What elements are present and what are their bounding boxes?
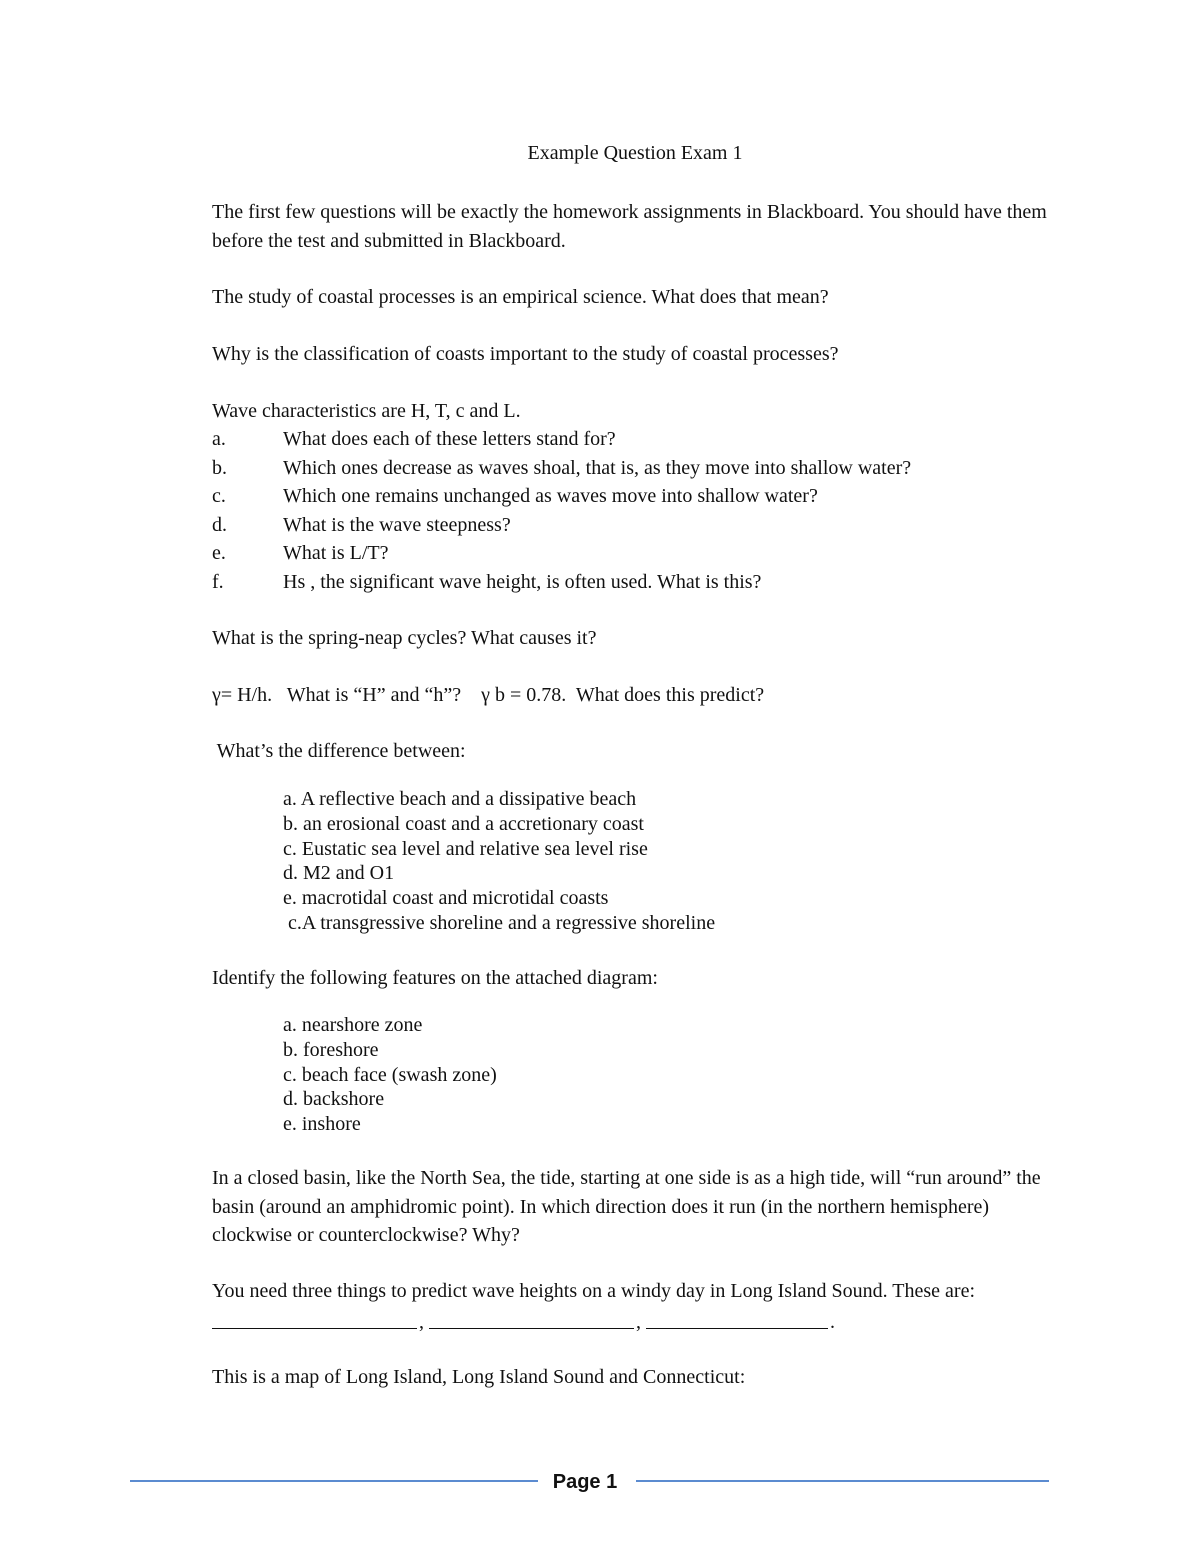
- question-map: This is a map of Long Island, Long Island Sound and Connecticut:: [212, 1366, 746, 1388]
- list-item: [212, 568, 1062, 597]
- answer-blank-2[interactable]: [429, 1312, 634, 1329]
- question-empirical: The study of coastal processes is an empirical science. What does that mean?: [212, 286, 829, 308]
- document-title: Example Question Exam 1: [527, 142, 743, 164]
- list-item: [212, 539, 1062, 568]
- list-item: d. M2 and O1: [283, 862, 395, 885]
- question-wave-heights: You need three things to predict wave heights on a windy day in Long Island Sound. These are:: [212, 1280, 976, 1302]
- list-letter: e.: [212, 542, 226, 564]
- list-letter: c.: [212, 485, 226, 507]
- footer-rule-left: [130, 1480, 538, 1482]
- page-number: Page 1: [552, 1471, 618, 1493]
- list-item: [212, 482, 1062, 511]
- answer-blanks: [212, 1312, 852, 1332]
- list-item: [212, 511, 1062, 540]
- list-item: c. beach face (swash zone): [283, 1063, 497, 1086]
- list-text: What is L/T?: [283, 542, 389, 564]
- blank-separator: ,: [636, 1311, 641, 1333]
- intro-paragraph: The first few questions will be exactly the homework assignments in Blackboard. You should have them before the test and submitted in Blackboard.: [212, 201, 1047, 252]
- list-item: c.A transgressive shoreline and a regressive shoreline: [283, 911, 716, 934]
- list-text: What is the wave steepness?: [283, 513, 511, 536]
- list-item: [212, 425, 1062, 454]
- difference-list: [283, 787, 1043, 936]
- features-list: [283, 1013, 1043, 1137]
- list-letter: a.: [212, 428, 226, 450]
- list-item: b. foreshore: [283, 1038, 379, 1061]
- list-text: Hs , the significant wave height, is often used. What is this?: [283, 570, 762, 593]
- question-classification: Why is the classification of coasts important to the study of coastal processes?: [212, 343, 839, 365]
- list-item: c. Eustatic sea level and relative sea level rise: [283, 837, 648, 860]
- list-item: b. an erosional coast and a accretionary coast: [283, 812, 644, 835]
- question-spring-neap: What is the spring-neap cycles? What causes it?: [212, 627, 597, 649]
- list-text: Which ones decrease as waves shoal, that is, as they move into shallow water?: [283, 456, 912, 479]
- list-item: [212, 454, 1062, 483]
- footer-rule-right: [636, 1480, 1049, 1482]
- list-item: e. macrotidal coast and microtidal coasts: [283, 887, 609, 910]
- list-letter: b.: [212, 456, 227, 479]
- list-item: e. inshore: [283, 1113, 361, 1136]
- list-letter: d.: [212, 513, 227, 536]
- blank-separator: ,: [419, 1311, 424, 1333]
- features-heading: Identify the following features on the attached diagram:: [212, 967, 658, 989]
- question-closed-basin: In a closed basin, like the North Sea, the tide, starting at one side is as a high tide, will “run around” the basin (around an amphidromic point). In which direction does it run (in the northern hemisphere) clockwise or counterclockwise? Why?: [212, 1167, 1041, 1246]
- list-letter: f.: [212, 570, 224, 593]
- answer-blank-3[interactable]: [646, 1312, 828, 1329]
- blank-separator: .: [830, 1311, 835, 1333]
- list-text: Which one remains unchanged as waves move into shallow water?: [283, 485, 818, 507]
- question-gamma: γ= H/h. What is “H” and “h”? γ b = 0.78. What does this predict?: [212, 684, 765, 706]
- list-text: What does each of these letters stand for?: [283, 428, 616, 450]
- list-item: a. nearshore zone: [283, 1014, 423, 1036]
- wave-heading: Wave characteristics are H, T, c and L.: [212, 400, 521, 422]
- list-item: a. A reflective beach and a dissipative beach: [283, 788, 637, 810]
- answer-blank-1[interactable]: [212, 1312, 417, 1329]
- difference-heading: What’s the difference between:: [212, 740, 466, 762]
- list-item: d. backshore: [283, 1088, 385, 1111]
- wave-question-list: [212, 425, 1062, 596]
